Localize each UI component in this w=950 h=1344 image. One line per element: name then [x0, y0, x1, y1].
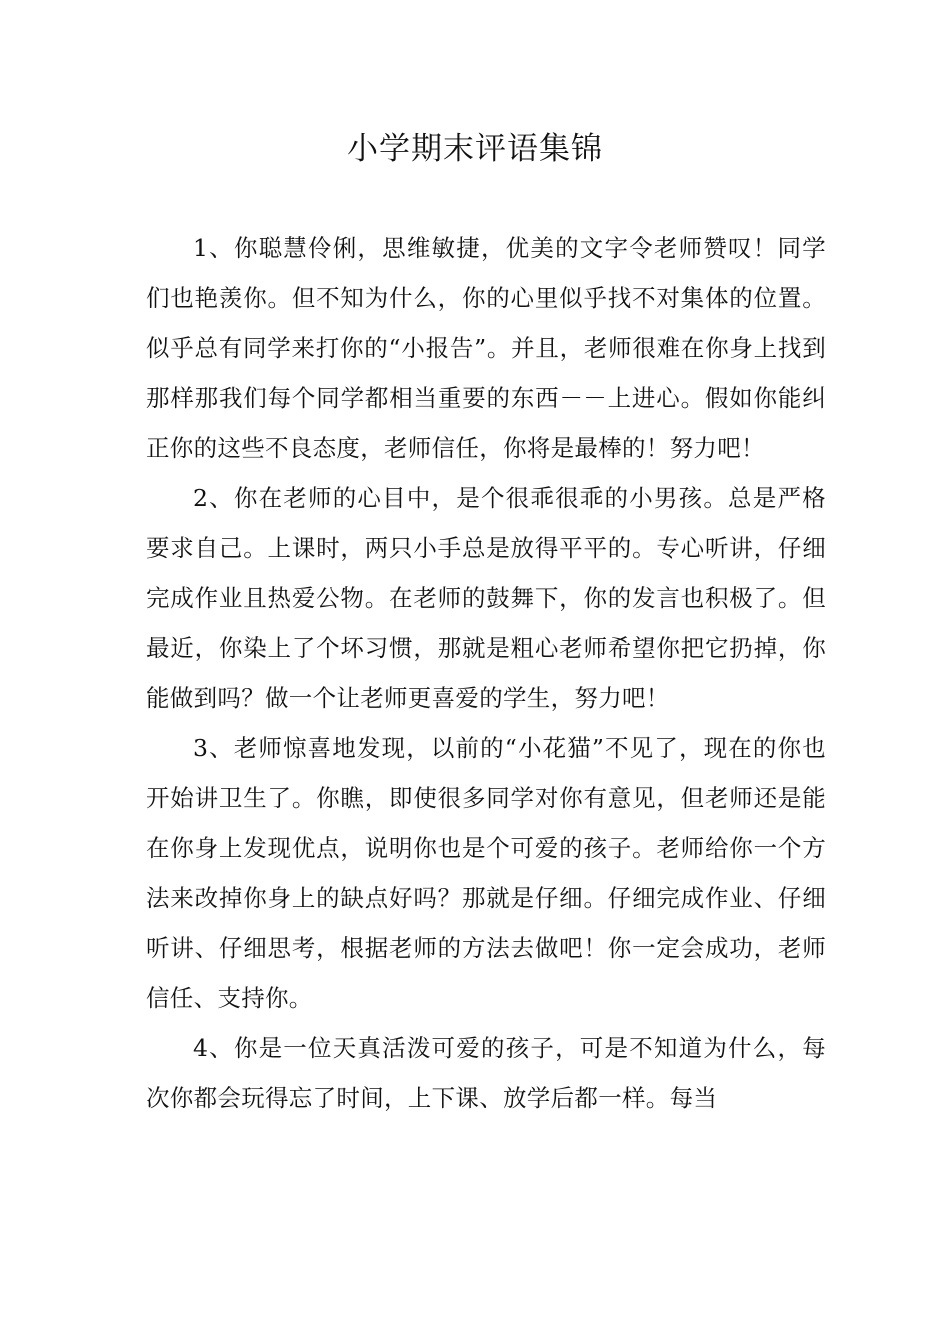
document-body	[146, 223, 826, 1123]
paragraph-2: 2、你在老师的心目中，是个很乖很乖的小男孩。总是严格要求自己。上课时，两只小手总是放得平平的。专心听讲，仔细完成作业且热爱公物。在老师的鼓舞下，你的发言也积极了。但最近，你染上了个坏习惯，那就是粗心老师希望你把它扔掉，你能做到吗？做一个让老师更喜爱的学生，努力吧！	[146, 484, 826, 712]
paragraph-1: 1、你聪慧伶俐，思维敏捷，优美的文字令老师赞叹！同学们也艳羡你。但不知为什么，你的心里似乎找不对集体的位置。似乎总有同学来打你的“小报告”。并且，老师很难在你身上找到那样那我们每个同学都相当重要的东西－－上进心。假如你能纠正你的这些不良态度，老师信任，你将是最棒的！努力吧！	[146, 234, 826, 462]
document-title: 小学期末评语集锦	[347, 131, 603, 167]
paragraph-4: 4、你是一位天真活泼可爱的孩子，可是不知道为什么，每次你都会玩得忘了时间，上下课、放学后都一样。每当	[146, 1034, 826, 1112]
paragraph-3: 3、老师惊喜地发现，以前的“小花猫”不见了，现在的你也开始讲卫生了。你瞧，即使很多同学对你有意见，但老师还是能在你身上发现优点，说明你也是个可爱的孩子。老师给你一个方法来改掉你身上的缺点好吗？那就是仔细。仔细完成作业、仔细听讲、仔细思考，根据老师的方法去做吧！你一定会成功，老师信任、支持你。	[146, 734, 826, 1012]
